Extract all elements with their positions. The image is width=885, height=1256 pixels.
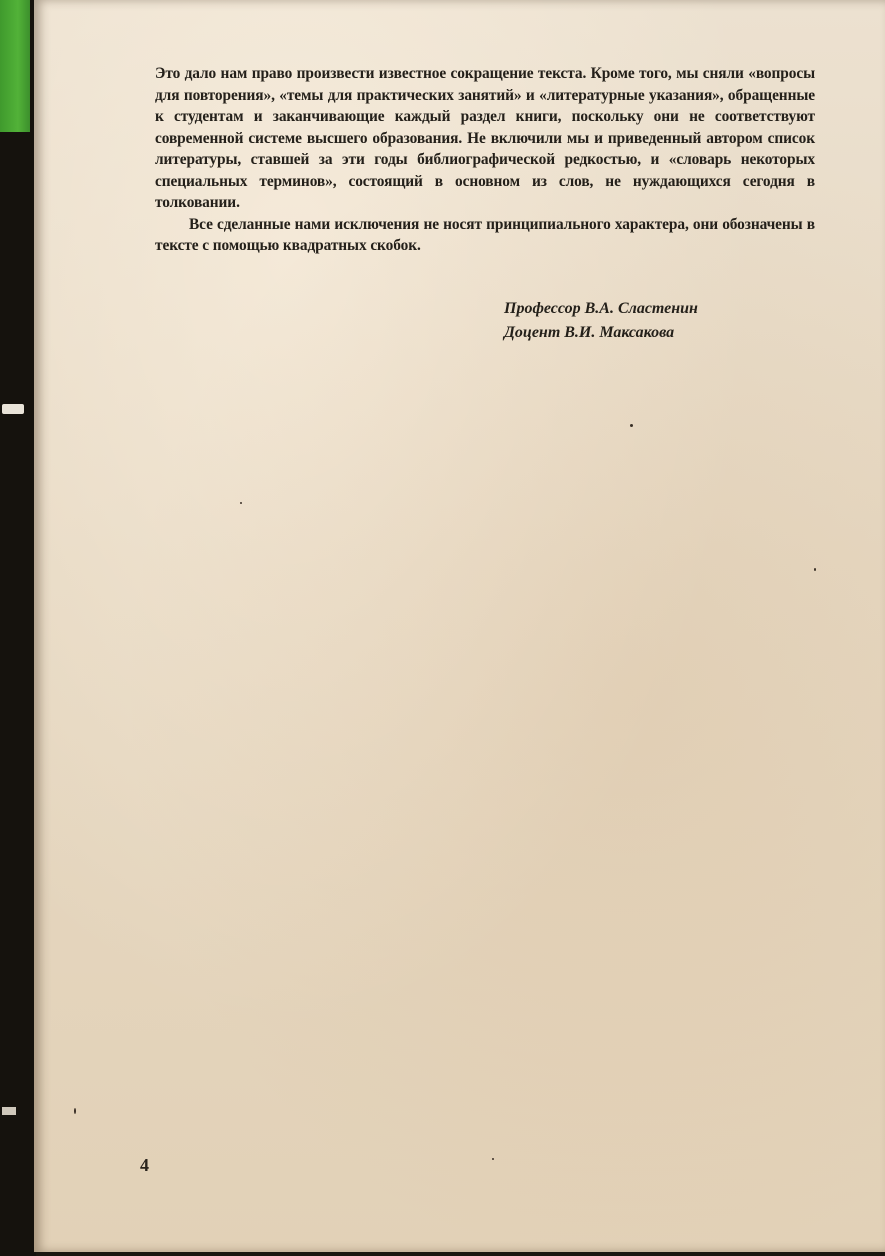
paper-speck	[240, 502, 242, 504]
signature-professor: Профессор В.А. Сластенин	[504, 300, 698, 317]
paper-speck	[630, 424, 633, 427]
paper-speck	[74, 1108, 76, 1114]
signature-block	[504, 297, 804, 345]
book-page	[34, 0, 885, 1252]
edge-small-mark	[2, 1107, 16, 1115]
edge-tab-mark	[2, 404, 24, 414]
preface-text	[155, 63, 815, 257]
book-spine-edge	[0, 0, 36, 1256]
paragraph-exclusions: Это дало нам право произвести известное сокращение текста. Кроме того, мы сняли «вопросы для повторения», «темы для практических занятий» и «литературные указания», обращенные к студентам и заканчивающие каждый раздел книги, поскольку они не соответствуют современной системе высшего образования. Не включили мы и приведенный автором список литературы, ставшей за эти годы библиографической редкостью, и «словарь некоторых специальных терминов», состоящий в основном из слов, не нуждающихся сегодня в толковании.	[155, 65, 815, 211]
cover-green-strip	[0, 0, 30, 132]
paragraph-brackets-note: Все сделанные нами исключения не носят принципиального характера, они обозначены в тексте с помощью квадратных скобок.	[155, 215, 815, 254]
signature-docent: Доцент В.И. Максакова	[504, 324, 675, 341]
page-number: 4	[140, 1155, 149, 1175]
paper-speck	[814, 568, 816, 571]
paper-speck	[492, 1158, 494, 1160]
